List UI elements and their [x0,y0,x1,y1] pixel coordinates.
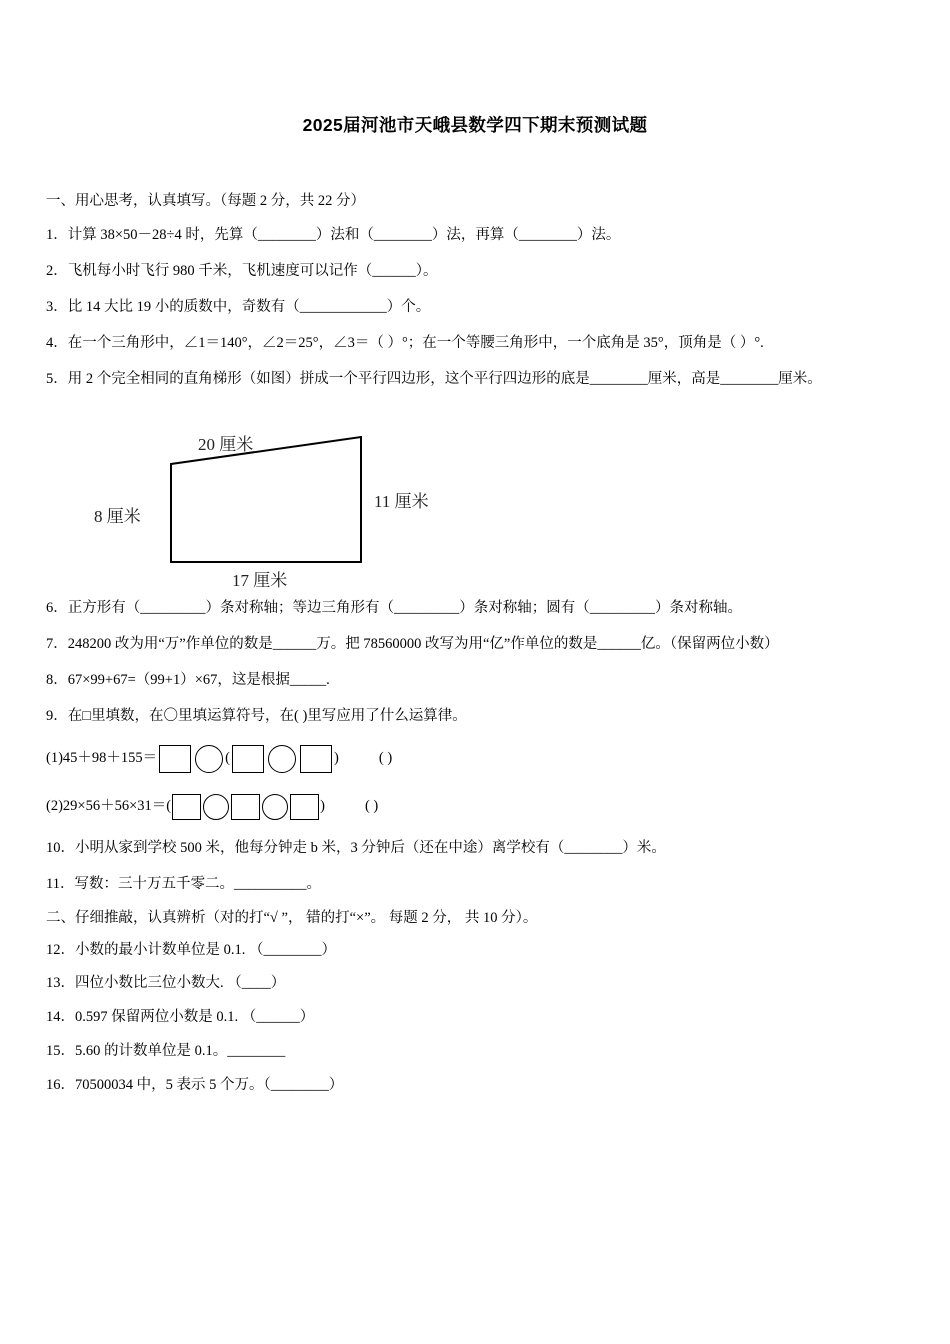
trapezoid-shape [116,402,416,577]
question-1 [46,223,904,248]
section-heading-1: 一、用心思考，认真填写。（每题 2 分，共 22 分） [46,193,365,209]
question-9 [46,704,904,729]
answer-box[interactable] [231,794,260,820]
question-8-number: 8． [46,672,68,689]
question-7 [46,632,904,657]
question-10 [46,836,904,861]
question-5-number: 5． [46,370,68,387]
figure-label-left: 8 厘米 [94,507,141,527]
question-1-text: 计算 38×50－28÷4 时，先算（________）法和（________）法，再算（________）法。 [67,226,621,243]
question-4 [46,331,904,356]
question-12 [46,938,904,963]
section-heading-2: 二、仔细推敲，认真辨析（对的打“√ ”， 错的打“×”。 每题 2 分， 共 10 分）。 [46,909,538,926]
question-9-line-1-paren: ( ) [378,750,393,767]
answer-box[interactable] [159,745,191,773]
question-13-text: 四位小数比三位小数大. （____） [75,975,286,992]
question-3-text: 比 14 大比 19 小的质数中，奇数有（____________）个。 [67,298,431,315]
question-9-line-2-paren: ( ) [364,798,379,815]
figure-label-right: 11 厘米 [374,492,429,512]
question-7-text: 248200 改为用“万”作单位的数是______万。把 78560000 改写为用“亿”作单位的数是______亿。（保留两位小数） [67,636,779,653]
question-8 [46,668,904,693]
question-12-number: 12． [46,941,75,958]
question-9-number: 9． [46,708,68,725]
question-1-number: 1． [46,226,68,243]
question-2 [46,259,904,284]
question-12-text: 小数的最小计数单位是 0.1. （________） [75,941,336,958]
question-9-text: 在□里填数，在〇里填运算符号，在( )里写应用了什么运算律。 [67,708,467,725]
page-title: 2025届河池市天峨县数学四下期末预测试题 [302,115,648,135]
question-15-text: 5.60 的计数单位是 0.1。________ [75,1043,286,1060]
question-16-number: 16． [46,1077,75,1094]
question-16 [46,1073,904,1098]
question-11-number: 11． [46,875,75,892]
question-11-text: 写数：三十万五千零二。__________。 [74,875,321,892]
question-9-line-1-label: (1)45＋98＋155＝ [46,750,158,767]
answer-circle[interactable] [195,745,223,773]
answer-circle[interactable] [203,794,229,820]
answer-box[interactable] [300,745,332,773]
question-2-text: 飞机每小时飞行 980 千米，飞机速度可以记作（______）。 [67,262,438,279]
question-9-line-1: (1)45＋98＋155＝ ( ) ( ) [46,740,904,778]
figure-label-bottom: 17 厘米 [232,571,288,591]
question-8-text: 67×99+67=（99+1）×67，这是根据_____. [67,672,330,689]
question-14-text: 0.597 保留两位小数是 0.1. （______） [75,1009,315,1026]
question-5 [46,367,904,392]
question-14-number: 14． [46,1009,75,1026]
question-11 [46,872,904,897]
question-6-text: 正方形有（_________）条对称轴；等边三角形有（_________）条对称轴；圆有（_________）条对称轴。 [67,600,742,617]
question-2-number: 2． [46,262,68,279]
answer-circle[interactable] [262,794,288,820]
question-15 [46,1039,904,1064]
question-6 [46,596,904,621]
answer-box[interactable] [290,794,319,820]
question-13 [46,971,904,996]
question-15-number: 15． [46,1043,75,1060]
question-4-number: 4． [46,334,68,351]
answer-box[interactable] [232,745,264,773]
question-10-text: 小明从家到学校 500 米，他每分钟走 b 米，3 分钟后（还在中途）离学校有（________）米。 [75,839,666,856]
question-6-number: 6． [46,600,68,617]
trapezoid-figure [46,402,904,591]
question-5-text: 用 2 个完全相同的直角梯形（如图）拼成一个平行四边形，这个平行四边形的底是________厘米，高是________厘米。 [67,370,822,387]
answer-box[interactable] [172,794,201,820]
question-9-line-2-label: (2)29×56＋56×31＝( [46,798,172,815]
question-16-text: 70500034 中，5 表示 5 个万。（________） [75,1077,344,1094]
question-13-number: 13． [46,975,75,992]
answer-circle[interactable] [268,745,296,773]
question-9-line-2: (2)29×56＋56×31＝( ) ( ) [46,788,904,826]
question-10-number: 10． [46,839,75,856]
question-3-number: 3． [46,298,68,315]
figure-label-top: 20 厘米 [198,435,254,455]
question-3 [46,295,904,320]
question-4-text: 在一个三角形中，∠1＝140°，∠2＝25°，∠3＝（ ）°；在一个等腰三角形中，一个底角是 35°，顶角是（ ）°. [67,334,764,351]
question-14 [46,1005,904,1030]
question-7-number: 7． [46,636,68,653]
